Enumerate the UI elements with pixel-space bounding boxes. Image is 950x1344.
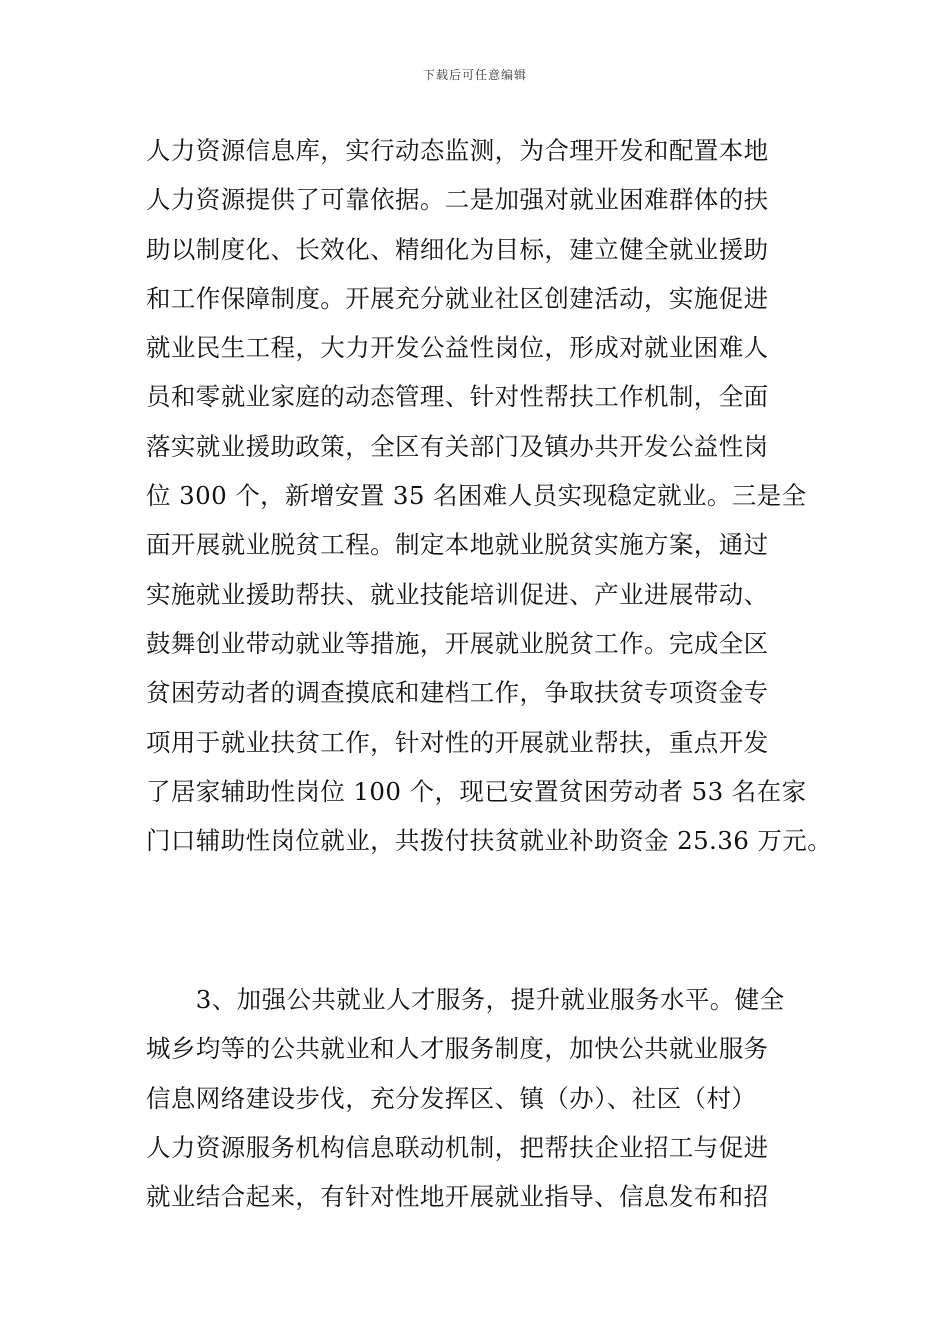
paragraph-line: 鼓舞创业带动就业等措施，开展就业脱贫工作。完成全区 [146,628,769,658]
paragraph-line: 门口辅助性岗位就业，共拨付扶贫就业补助资金 25.36 万元。 [146,826,833,856]
paragraph-line: 城乡均等的公共就业和人才服务制度，加快公共就业服务 [146,1034,769,1064]
paragraph-line: 人力资源信息库，实行动态监测，为合理开发和配置本地 [146,136,769,165]
paragraph-line: 项用于就业扶贫工作，针对性的开展就业帮扶，重点开发 [146,727,769,757]
paragraph-line: 人力资源提供了可靠依据。二是加强对就业困难群体的扶 [146,185,769,215]
paragraph-line: 信息网络建设步伐，充分发挥区、镇（办）、社区（村） [146,1083,757,1113]
page-header: 下载后可任意编辑 [422,68,527,82]
paragraph-line: 人力资源服务机构信息联动机制，把帮扶企业招工与促进 [146,1132,769,1162]
paragraph-line: 面开展就业脱贫工程。制定本地就业脱贫实施方案，通过 [146,530,769,560]
paragraph-line: 就业结合起来，有针对性地开展就业指导、信息发布和招 [146,1182,769,1212]
paragraph-line: 员和零就业家庭的动态管理、针对性帮扶工作机制，全面 [146,382,769,412]
paragraph-line: 位 300 个，新增安置 35 名困难人员实现稳定就业。三是全 [146,481,807,511]
paragraph-line: 和工作保障制度。开展充分就业社区创建活动，实施促进 [146,283,769,313]
paragraph-line: 3、加强公共就业人才服务，提升就业服务水平。健全 [146,985,785,1014]
paragraph-line: 就业民生工程，大力开发公益性岗位，形成对就业困难人 [146,333,769,363]
paragraph-2 [146,975,810,1221]
paragraph-line: 实施就业援助帮扶、就业技能培训促进、产业进展带动、 [146,579,769,609]
paragraph-line: 落实就业援助政策，全区有关部门及镇办共开发公益性岗 [146,431,769,461]
paragraph-line: 助以制度化、长效化、精细化为目标，建立健全就业援助 [146,234,769,264]
paragraph-line: 了居家辅助性岗位 100 个，现已安置贫困劳动者 53 名在家 [146,776,807,806]
paragraph-1 [146,126,833,865]
paragraph-line: 贫困劳动者的调查摸底和建档工作，争取扶贫专项资金专 [146,678,769,708]
